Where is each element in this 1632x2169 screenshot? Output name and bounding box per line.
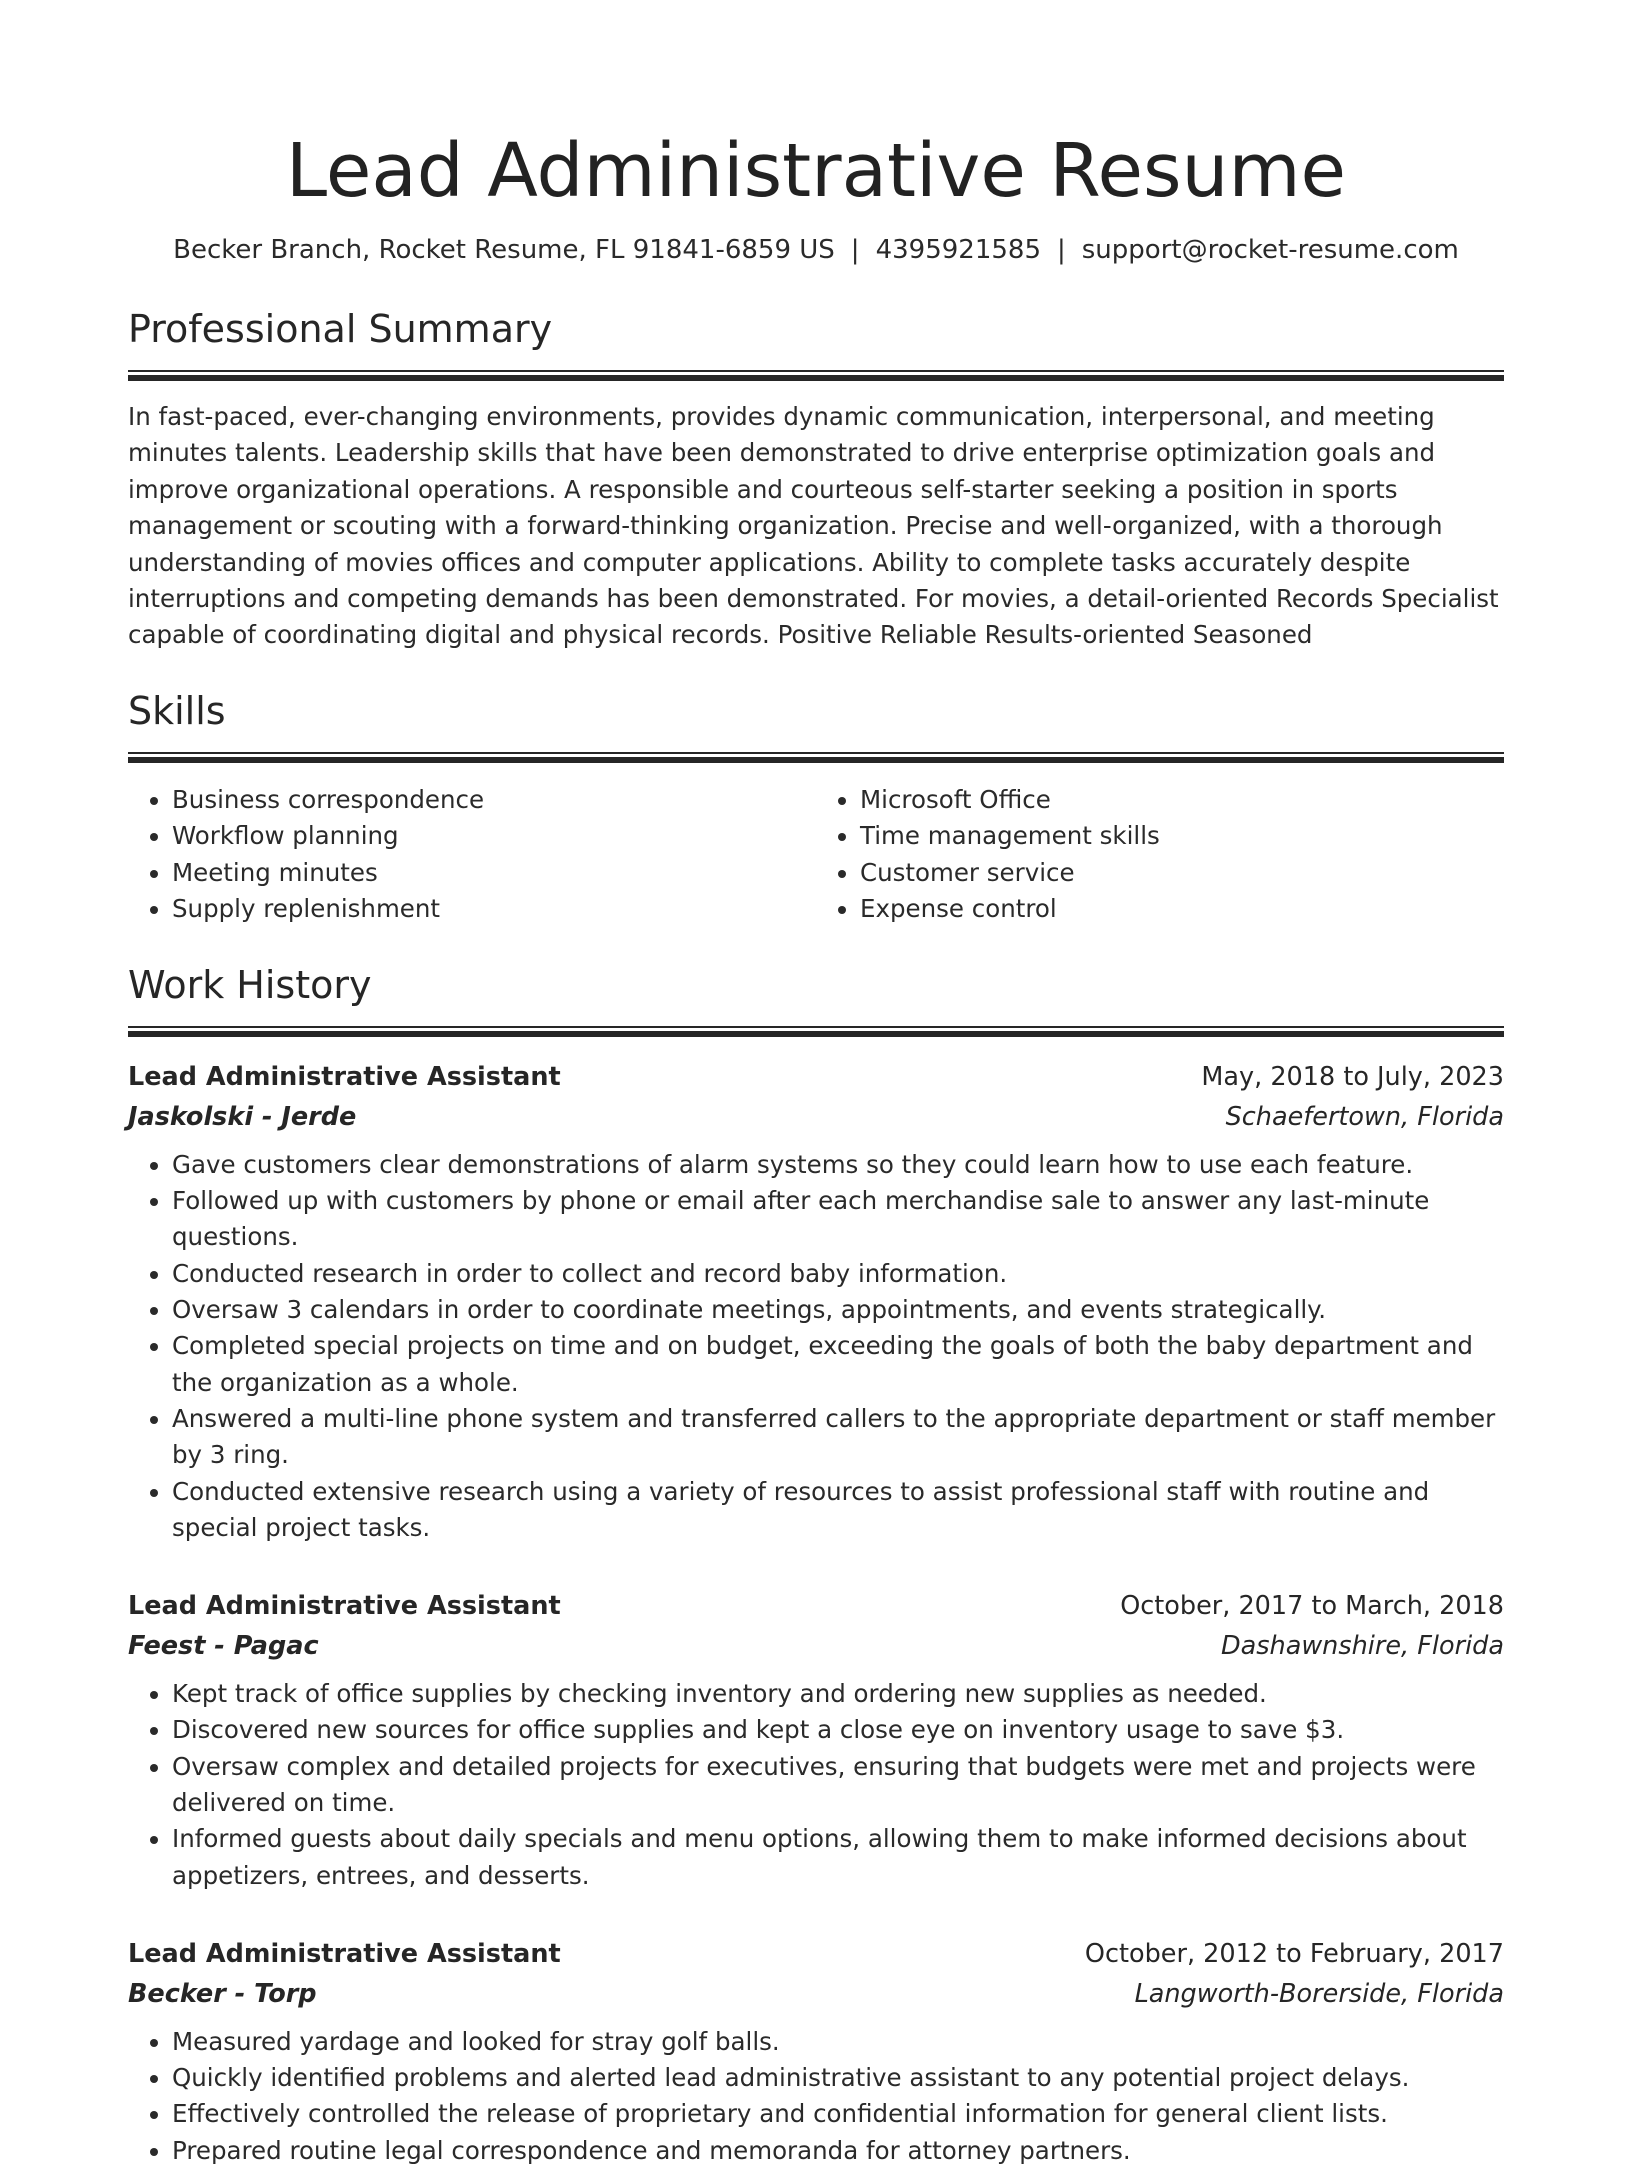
job-bullet: • Answered a multi-line phone system and transferred callers to the appropriate department or staff member by 3 ring. xyxy=(172,1401,1504,1474)
job-company: Feest - Pagac xyxy=(128,1631,319,1662)
job-location: Schaefertown, Florida xyxy=(1225,1101,1504,1132)
section-heading: Professional Summary xyxy=(128,307,553,351)
job-bullet: • Oversaw complex and detailed projects for executives, ensuring that budgets were met and projects were delivered on time. xyxy=(172,1749,1504,1822)
work-history-section xyxy=(128,958,1504,2169)
contact-line xyxy=(128,230,1504,270)
skills-list-right xyxy=(816,782,1504,928)
job-bullets xyxy=(128,1676,1504,1894)
skills-columns xyxy=(128,782,1504,928)
skill-item: • Time management skills xyxy=(860,818,1504,855)
job-dates: October, 2017 to March, 2018 xyxy=(1120,1591,1504,1622)
job-entry xyxy=(128,1586,1504,1894)
job-dates: May, 2018 to July, 2023 xyxy=(1201,1061,1504,1092)
skill-item: • Microsoft Office xyxy=(860,782,1504,819)
job-company: Jaskolski - Jerde xyxy=(128,1101,357,1132)
job-bullet: • Informed guests about daily specials and menu options, allowing them to make informed decisions about appetizers, entrees, and desserts. xyxy=(172,1821,1504,1894)
job-bullet: • Effectively controlled the release of proprietary and confidential information for general client lists. xyxy=(172,2096,1504,2132)
job-bullet: • Kept track of office supplies by checking inventory and ordering new supplies as needed. xyxy=(172,1676,1504,1712)
skills-section xyxy=(128,684,1504,928)
job-header-row xyxy=(128,1934,1504,1974)
job-bullet: • Discovered new sources for office supplies and kept a close eye on inventory usage to save $3. xyxy=(172,1712,1504,1748)
section-heading: Work History xyxy=(128,962,372,1007)
contact-phone: 4395921585 xyxy=(875,235,1041,265)
job-title: Lead Administrative Assistant xyxy=(128,1591,561,1622)
job-bullet: • Oversaw 3 calendars in order to coordinate meetings, appointments, and events strategically. xyxy=(172,1292,1504,1328)
skill-item: • Expense control xyxy=(860,891,1504,928)
skill-item: • Business correspondence xyxy=(172,782,816,819)
job-dates: October, 2012 to February, 2017 xyxy=(1084,1938,1504,1969)
job-bullet: • Measured yardage and looked for stray golf balls. xyxy=(172,2024,1504,2060)
section-divider xyxy=(128,752,1504,763)
job-header-row xyxy=(128,1586,1504,1626)
job-bullet: • Conducted research in order to collect and record baby information. xyxy=(172,1256,1504,1292)
job-bullet: • Gave customers clear demonstrations of alarm systems so they could learn how to use each feature. xyxy=(172,1147,1504,1183)
job-location: Dashawnshire, Florida xyxy=(1220,1631,1504,1662)
summary-text: In fast-paced, ever-changing environments, provides dynamic communication, interpersonal, and meeting minutes talents. Leadership skills that have been demonstrated to drive enterprise optimization goals and improve organizational operations. A responsible and courteous self-starter seeking a position in sports management or scouting with a forward-thinking organization. Precise and well-organized, with a thorough understanding of movies offices and computer applications. Ability to complete tasks accurately despite interruptions and competing demands has been demonstrated. For movies, a detail-oriented Records Specialist capable of coordinating digital and physical records. Positive Reliable Results-oriented Seasoned xyxy=(128,402,1499,650)
job-subheader-row xyxy=(128,1097,1504,1137)
job-bullet: • Followed up with customers by phone or email after each merchandise sale to answer any last-minute questions. xyxy=(172,1183,1504,1256)
job-bullet: • Completed special projects on time and on budget, exceeding the goals of both the baby department and the organization as a whole. xyxy=(172,1328,1504,1401)
job-title: Lead Administrative Assistant xyxy=(128,1061,561,1092)
resume-title: Lead Administrative Resume xyxy=(285,128,1347,214)
job-bullet: • Prepared routine legal correspondence and memoranda for attorney partners. xyxy=(172,2133,1504,2169)
skill-item: • Workflow planning xyxy=(172,818,816,855)
skills-list-left xyxy=(128,782,816,928)
job-bullets xyxy=(128,2024,1504,2169)
contact-email: support@rocket-resume.com xyxy=(1081,235,1459,265)
section-divider xyxy=(128,1026,1504,1037)
skill-item: • Meeting minutes xyxy=(172,855,816,892)
contact-separator: | xyxy=(1056,235,1066,265)
job-bullet: • Conducted extensive research using a variety of resources to assist professional staff with routine and special project tasks. xyxy=(172,1474,1504,1547)
job-subheader-row xyxy=(128,1974,1504,2014)
job-company: Becker - Torp xyxy=(128,1978,317,2009)
contact-separator: | xyxy=(850,235,860,265)
job-entry xyxy=(128,1934,1504,2169)
job-header-row xyxy=(128,1057,1504,1097)
section-heading: Skills xyxy=(128,688,226,733)
job-bullet: • Quickly identified problems and alerted lead administrative assistant to any potential project delays. xyxy=(172,2060,1504,2096)
skill-item: • Supply replenishment xyxy=(172,891,816,928)
skill-item: • Customer service xyxy=(860,855,1504,892)
job-subheader-row xyxy=(128,1626,1504,1666)
section-divider xyxy=(128,370,1504,381)
professional-summary-section xyxy=(128,302,1504,654)
job-title: Lead Administrative Assistant xyxy=(128,1938,561,1969)
job-entry xyxy=(128,1057,1504,1546)
contact-address: Becker Branch, Rocket Resume, FL 91841-6859 US xyxy=(173,235,835,265)
job-bullets xyxy=(128,1147,1504,1546)
job-location: Langworth-Borerside, Florida xyxy=(1134,1978,1504,2009)
